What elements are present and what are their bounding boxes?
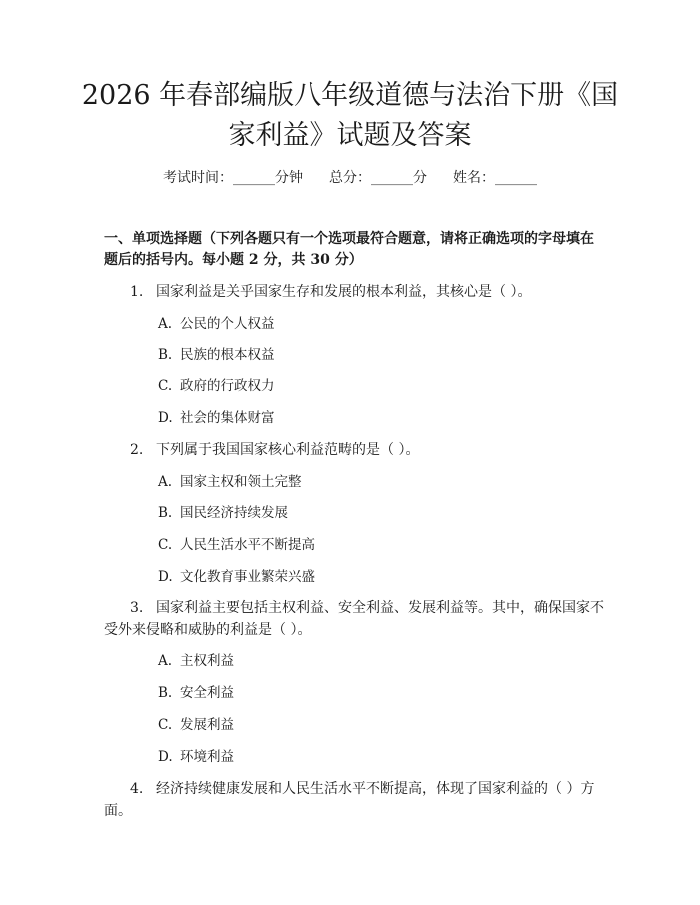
title-line-1: 2026 年春部编版八年级道德与法治下册《国 (81, 80, 619, 111)
option-text: 国民经济持续发展 (180, 505, 288, 521)
option-3d (158, 747, 234, 767)
exam-time: 考试时间：______分钟 (163, 170, 303, 186)
question-number: 1. (130, 284, 144, 300)
option-letter: B. (158, 685, 173, 701)
option-letter: A. (158, 316, 173, 332)
option-letter: C. (158, 537, 173, 553)
option-1d (158, 408, 275, 428)
option-text: 安全利益 (180, 685, 234, 701)
question-4 (104, 778, 604, 822)
section-heading-line-1: 一、单项选择题（下列各题只有一个选项最符合题意，请将正确选项的字母填在 (104, 231, 594, 247)
option-letter: C. (158, 717, 173, 733)
option-text: 社会的集体财富 (180, 410, 275, 426)
option-2d (158, 567, 315, 587)
option-3b (158, 683, 234, 703)
exam-info (0, 168, 700, 188)
option-letter: D. (158, 410, 173, 426)
question-2 (104, 439, 604, 461)
option-text: 文化教育事业繁荣兴盛 (180, 569, 315, 585)
question-text: 下列属于我国国家核心利益范畴的是（ ）。 (156, 442, 420, 458)
question-number: 2. (130, 442, 144, 458)
section-heading (104, 229, 604, 271)
title-line-2: 家利益》试题及答案 (228, 120, 472, 151)
option-1c (158, 376, 275, 396)
option-3a (158, 651, 234, 671)
question-text: 国家利益主要包括主权利益、安全利益、发展利益等。其中，确保国家不 (156, 600, 604, 616)
question-number: 4. (130, 781, 144, 797)
option-letter: A. (158, 653, 173, 669)
option-2c (158, 535, 315, 555)
option-letter: C. (158, 378, 173, 394)
option-2a (158, 472, 302, 492)
option-text: 公民的个人权益 (180, 316, 275, 332)
question-text: 国家利益是关乎国家生存和发展的根本利益，其核心是（ ）。 (156, 284, 532, 300)
option-1a (158, 314, 275, 334)
question-text-cont: 面。 (104, 803, 132, 819)
exam-name: 姓名：______ (453, 170, 537, 186)
option-letter: A. (158, 474, 173, 490)
option-text: 国家主权和领土完整 (180, 474, 302, 490)
document-title (60, 76, 640, 156)
question-text: 经济持续健康发展和人民生活水平不断提高，体现了国家利益的（ ）方 (156, 781, 595, 797)
option-text: 民族的根本权益 (180, 347, 275, 363)
option-2b (158, 503, 288, 523)
option-text: 发展利益 (180, 717, 234, 733)
option-text: 主权利益 (180, 653, 234, 669)
option-letter: B. (158, 347, 173, 363)
option-letter: B. (158, 505, 173, 521)
question-text-cont: 受外来侵略和威胁的利益是（ ）。 (104, 622, 312, 638)
question-1 (104, 281, 604, 303)
section-heading-line-2: 题后的括号内。每小题 2 分，共 30 分） (104, 252, 363, 268)
option-text: 人民生活水平不断提高 (180, 537, 315, 553)
option-text: 政府的行政权力 (180, 378, 275, 394)
question-3 (104, 597, 604, 641)
option-1b (158, 345, 275, 365)
option-text: 环境利益 (180, 749, 234, 765)
option-3c (158, 715, 234, 735)
option-letter: D. (158, 569, 173, 585)
question-number: 3. (130, 600, 144, 616)
option-letter: D. (158, 749, 173, 765)
exam-score: 总分：______分 (329, 170, 427, 186)
